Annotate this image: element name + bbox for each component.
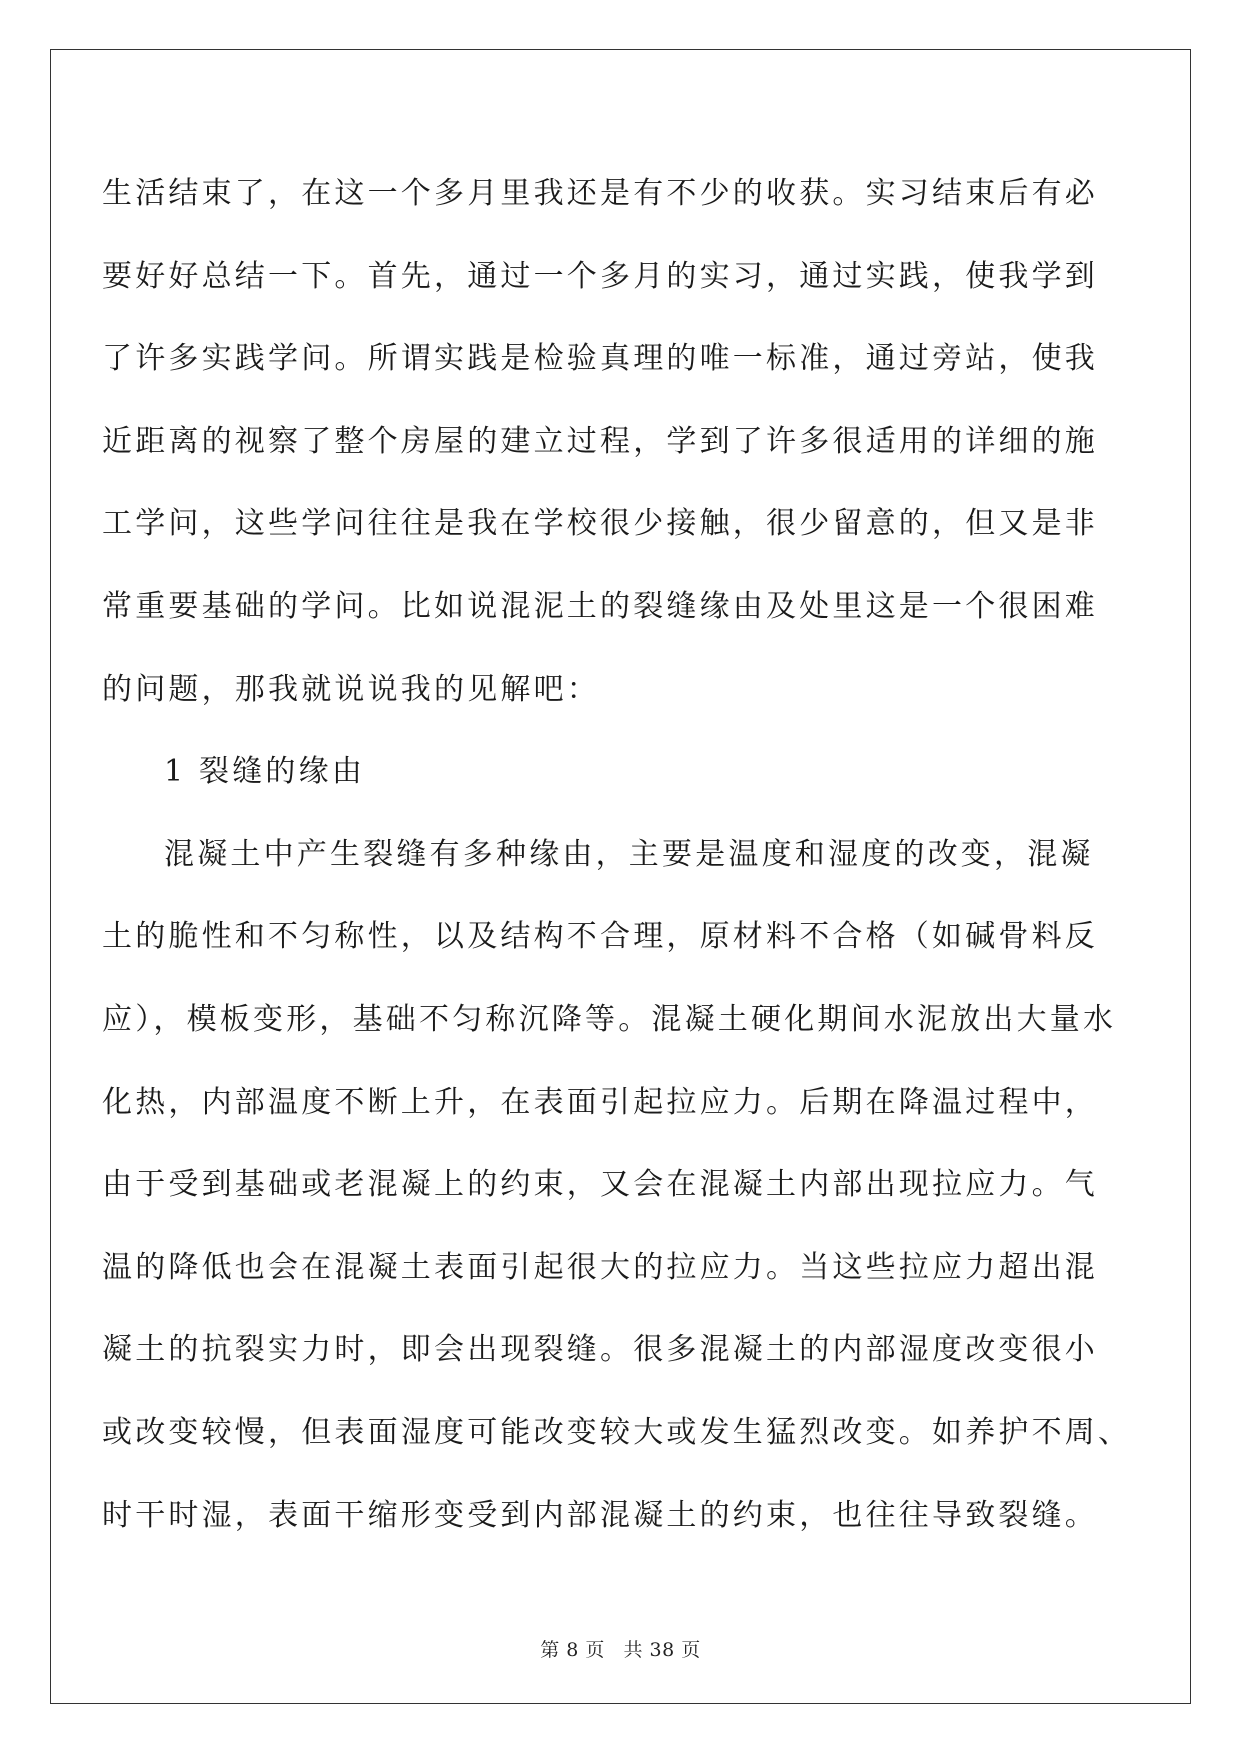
paragraph-line: 由于受到基础或老混凝上的约束，又会在混凝土内部出现拉应力。气 bbox=[102, 1167, 1098, 1203]
paragraph-line: 近距离的视察了整个房屋的建立过程，学到了许多很适用的详细的施 bbox=[102, 423, 1098, 459]
paragraph-line: 或改变较慢，但表面湿度可能改变较大或发生猛烈改变。如养护不周、 bbox=[102, 1414, 1132, 1450]
paragraph-line: 混凝土中产生裂缝有多种缘由，主要是温度和湿度的改变，混凝 bbox=[164, 836, 1094, 872]
page-footer bbox=[0, 1635, 1241, 1662]
paragraph-line: 了许多实践学问。所谓实践是检验真理的唯一标准，通过旁站，使我 bbox=[102, 341, 1098, 377]
page-total: 共 38 页 bbox=[623, 1639, 701, 1661]
paragraph-line: 土的脆性和不匀称性，以及结构不合理，原材料不合格（如碱骨料反 bbox=[102, 919, 1098, 955]
paragraph-line: 温的降低也会在混凝土表面引起很大的拉应力。当这些拉应力超出混 bbox=[102, 1249, 1098, 1285]
paragraph-line: 的问题，那我就说说我的见解吧： bbox=[102, 671, 600, 707]
page-number: 第 8 页 bbox=[540, 1639, 605, 1661]
paragraph-line: 常重要基础的学问。比如说混泥土的裂缝缘由及处里这是一个很困难 bbox=[102, 588, 1098, 624]
section-heading: 1 裂缝的缘由 bbox=[164, 754, 366, 790]
paragraph-line: 工学问，这些学问往往是我在学校很少接触，很少留意的，但又是非 bbox=[102, 506, 1098, 542]
paragraph-line: 化热，内部温度不断上升，在表面引起拉应力。后期在降温过程中， bbox=[102, 1084, 1098, 1120]
paragraph-line: 生活结束了，在这一个多月里我还是有不少的收获。实习结束后有必 bbox=[102, 176, 1098, 211]
paragraph-line: 时干时湿，表面干缩形变受到内部混凝土的约束，也往往导致裂缝。 bbox=[102, 1497, 1098, 1533]
paragraph-line: 要好好总结一下。首先，通过一个多月的实习，通过实践，使我学到 bbox=[102, 258, 1098, 294]
paragraph-line: 应），模板变形，基础不匀称沉降等。混凝土硬化期间水泥放出大量水 bbox=[102, 1001, 1117, 1037]
document-body bbox=[102, 153, 1132, 1557]
paragraph-line: 凝土的抗裂实力时，即会出现裂缝。很多混凝土的内部湿度改变很小 bbox=[102, 1332, 1098, 1368]
